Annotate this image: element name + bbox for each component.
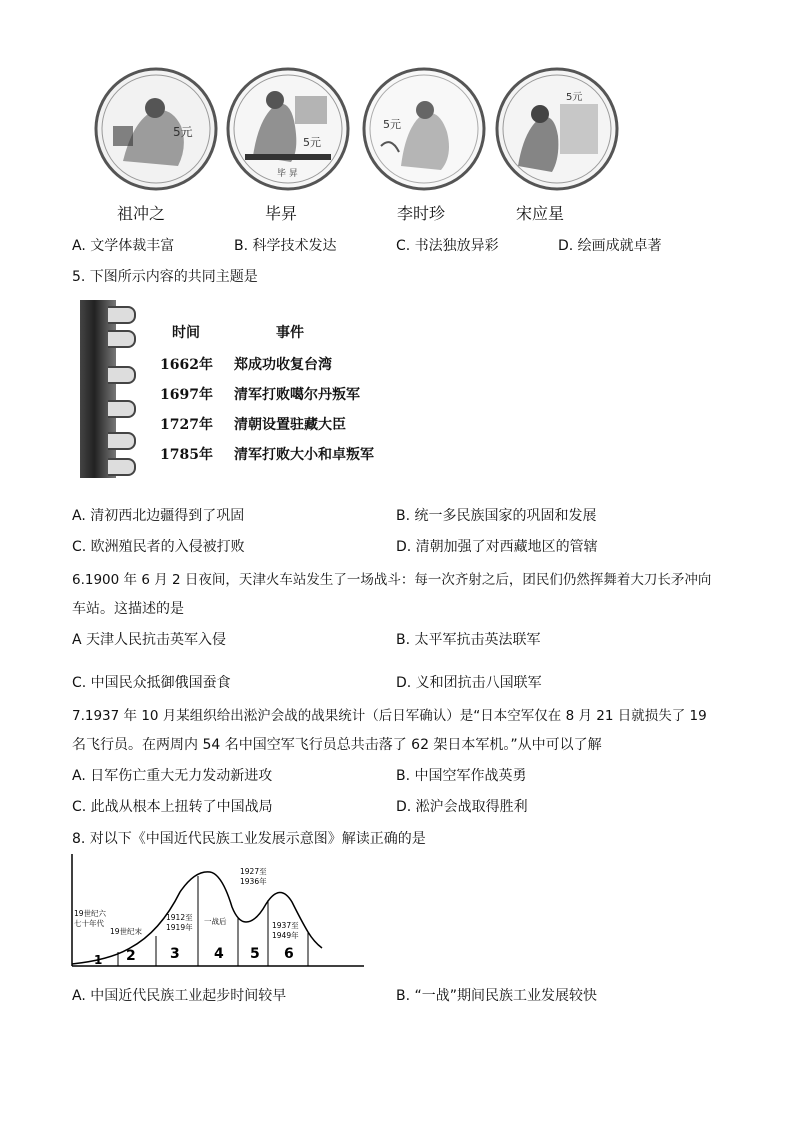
q8-option-b: B. “一战”期间民族工业发展较快: [396, 988, 598, 1004]
q4-option-c: C. 书法独放异彩: [396, 238, 499, 254]
timeline-year: 1662年: [160, 357, 213, 373]
chart-annotation: 1919年: [166, 923, 193, 932]
svg-text:5元: 5元: [303, 136, 321, 149]
coin-label-zu-chongzhi: 祖冲之: [117, 204, 166, 223]
coin-image-li-shizhen: [361, 66, 487, 192]
timeline-event: 清军打败噶尔丹叛军: [234, 387, 360, 403]
q8-option-a: A. 中国近代民族工业起步时间较早: [72, 988, 287, 1004]
chart-annotation: 1937至: [272, 921, 299, 930]
stage-label: 3: [170, 946, 180, 962]
chart-annotation: 19世纪末: [110, 927, 143, 936]
svg-text:5元: 5元: [383, 118, 401, 131]
q6-option-c: C. 中国民众抵御俄国蚕食: [72, 675, 231, 691]
q5-option-b: B. 统一多民族国家的巩固和发展: [396, 508, 597, 524]
svg-text:5元: 5元: [173, 125, 193, 139]
coin-label-li-shizhen: 李时珍: [397, 204, 446, 223]
q6-option-b: B. 太平军抗击英法联军: [396, 632, 541, 648]
stage-label: 6: [284, 946, 294, 962]
chart-annotation: 1936年: [240, 877, 267, 886]
timeline-event: 清军打败大小和卓叛军: [234, 447, 374, 463]
q4-option-a: A. 文学体裁丰富: [72, 238, 175, 254]
notebook-spine: [80, 300, 116, 478]
stage-label: 4: [214, 946, 224, 962]
q6-option-d: D. 义和团抗击八国联军: [396, 675, 542, 691]
binder-ring: [108, 306, 136, 324]
timeline-header-event: 事件: [276, 325, 304, 341]
stage-label: 1: [94, 953, 103, 967]
binder-ring: [108, 458, 136, 476]
timeline-year: 1785年: [160, 447, 213, 463]
chart-annotation: 1927至: [240, 867, 267, 876]
coin-image-bi-sheng: [225, 66, 351, 192]
chart-annotation: 1949年: [272, 931, 299, 940]
svg-text:毕 昇: 毕 昇: [277, 169, 298, 179]
q7-stem-line1: 7.1937 年 10 月某组织给出淞沪会战的战果统计（后日军确认）是“日本空军仅在 8 月 21 日就损失了 19: [72, 708, 707, 724]
q4-option-d: D. 绘画成就卓著: [558, 238, 662, 254]
q5-option-d: D. 清朝加强了对西藏地区的管辖: [396, 539, 598, 555]
coin-label-bi-sheng: 毕昇: [265, 204, 298, 223]
q5-timeline-figure: [80, 300, 420, 478]
chart-svg: [70, 852, 370, 972]
q6-option-a: A 天津人民抗击英军入侵: [72, 632, 227, 648]
chart-annotation: 一战后: [204, 917, 227, 926]
q4-option-b: B. 科学技术发达: [234, 238, 337, 254]
timeline-year: 1697年: [160, 387, 213, 403]
chart-annotation: 七十年代: [74, 919, 104, 928]
binder-ring: [108, 330, 136, 348]
q7-option-a: A. 日军伤亡重大无力发动新进攻: [72, 768, 273, 784]
binder-ring: [108, 366, 136, 384]
q7-option-b: B. 中国空军作战英勇: [396, 768, 527, 784]
q8-stem: 8. 对以下《中国近代民族工业发展示意图》解读正确的是: [72, 831, 426, 847]
timeline-event: 清朝设置驻藏大臣: [234, 417, 346, 433]
stage-label: 5: [250, 946, 260, 962]
q7-option-d: D. 淞沪会战取得胜利: [396, 799, 528, 815]
stage-label: 2: [126, 948, 136, 964]
q7-stem-line2: 名飞行员。在两周内 54 名中国空军飞行员总共击落了 62 架日本军机。”从中可以了解: [72, 737, 602, 753]
q5-option-a: A. 清初西北边疆得到了巩固: [72, 508, 245, 524]
coin-label-song-yingxing: 宋应星: [516, 204, 565, 223]
chart-annotation: 19世纪六: [74, 909, 107, 918]
chart-annotation: 1912至: [166, 913, 193, 922]
binder-ring: [108, 432, 136, 450]
timeline-event: 郑成功收复台湾: [234, 357, 332, 373]
timeline-year: 1727年: [160, 417, 213, 433]
q6-stem-line1: 6.1900 年 6 月 2 日夜间，天津火车站发生了一场战斗：每一次齐射之后，团民们仍然挥舞着大刀长矛冲向: [72, 572, 712, 588]
q7-option-c: C. 此战从根本上扭转了中国战局: [72, 799, 273, 815]
q5-stem: 5. 下图所示内容的共同主题是: [72, 269, 258, 285]
q6-stem-line2: 车站。这描述的是: [72, 601, 184, 617]
coin-image-song-yingxing: [494, 66, 620, 192]
timeline-header-time: 时间: [172, 325, 200, 341]
q5-option-c: C. 欧洲殖民者的入侵被打败: [72, 539, 245, 555]
industry-development-chart: [70, 852, 370, 972]
svg-text:5元: 5元: [566, 92, 583, 103]
coin-image-zu-chongzhi: [93, 66, 219, 192]
binder-ring: [108, 400, 136, 418]
